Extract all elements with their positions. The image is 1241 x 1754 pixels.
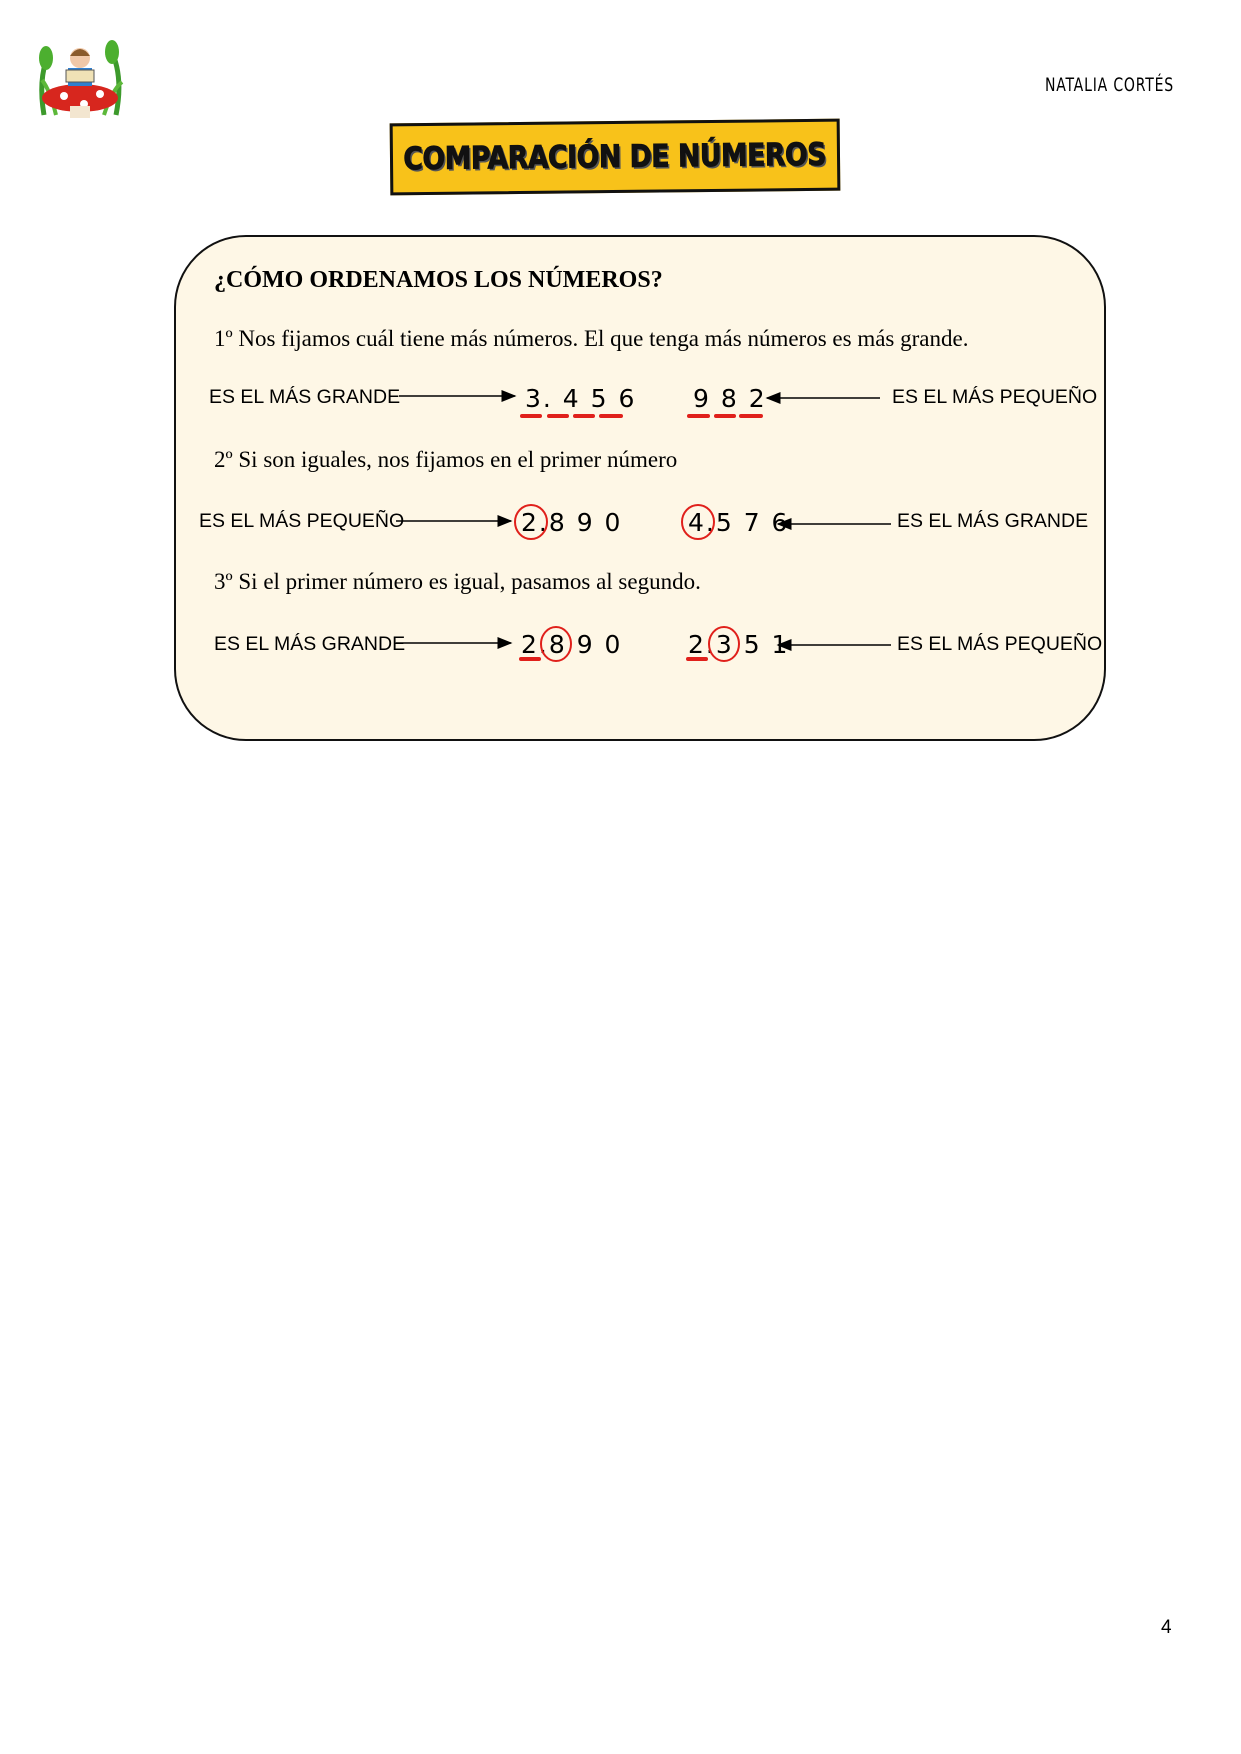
rule-1-left-label: ES EL MÁS GRANDE: [209, 386, 401, 408]
rule-1-right-label: ES EL MÁS PEQUEÑO: [892, 386, 1098, 408]
rule-2-left-label: ES EL MÁS PEQUEÑO: [199, 510, 405, 532]
panel-question: ¿CÓMO ORDENAMOS LOS NÚMEROS?: [214, 267, 663, 293]
rule-2-right-label: ES EL MÁS GRANDE: [897, 510, 1089, 532]
rule-3-right-label: ES EL MÁS PEQUEÑO: [897, 633, 1103, 655]
rule-3-text: 3º Si el primer número es igual, pasamos al segundo.: [214, 569, 701, 594]
rule-3-left-number: 2.8 9 0: [521, 630, 623, 659]
page-title: COMPARACIÓN DE NÚMEROS: [403, 136, 827, 178]
rule-3-left-label: ES EL MÁS GRANDE: [214, 633, 406, 655]
rule-1-left-number: 3. 4 5 6: [525, 384, 637, 413]
rule-2-left-number: 2.8 9 0: [521, 508, 623, 537]
logo-illustration: [34, 20, 126, 120]
rule-1-right-number: 9 8 2: [693, 384, 767, 413]
logo: [34, 20, 126, 120]
author-name: NATALIA CORTÉS: [1045, 74, 1174, 96]
rule-1-text: 1º Nos fijamos cuál tiene más números. El que tenga más números es más grande.: [214, 326, 969, 351]
rule-3-right-number: 2.3 5 1: [688, 630, 790, 659]
explanation-panel: [174, 235, 1106, 741]
rule-2-text: 2º Si son iguales, nos fijamos en el primer número: [214, 447, 678, 472]
title-banner: [390, 119, 841, 196]
page-number: 4: [1161, 1617, 1172, 1638]
rule-2-right-number: 4.5 7 6: [688, 508, 790, 537]
